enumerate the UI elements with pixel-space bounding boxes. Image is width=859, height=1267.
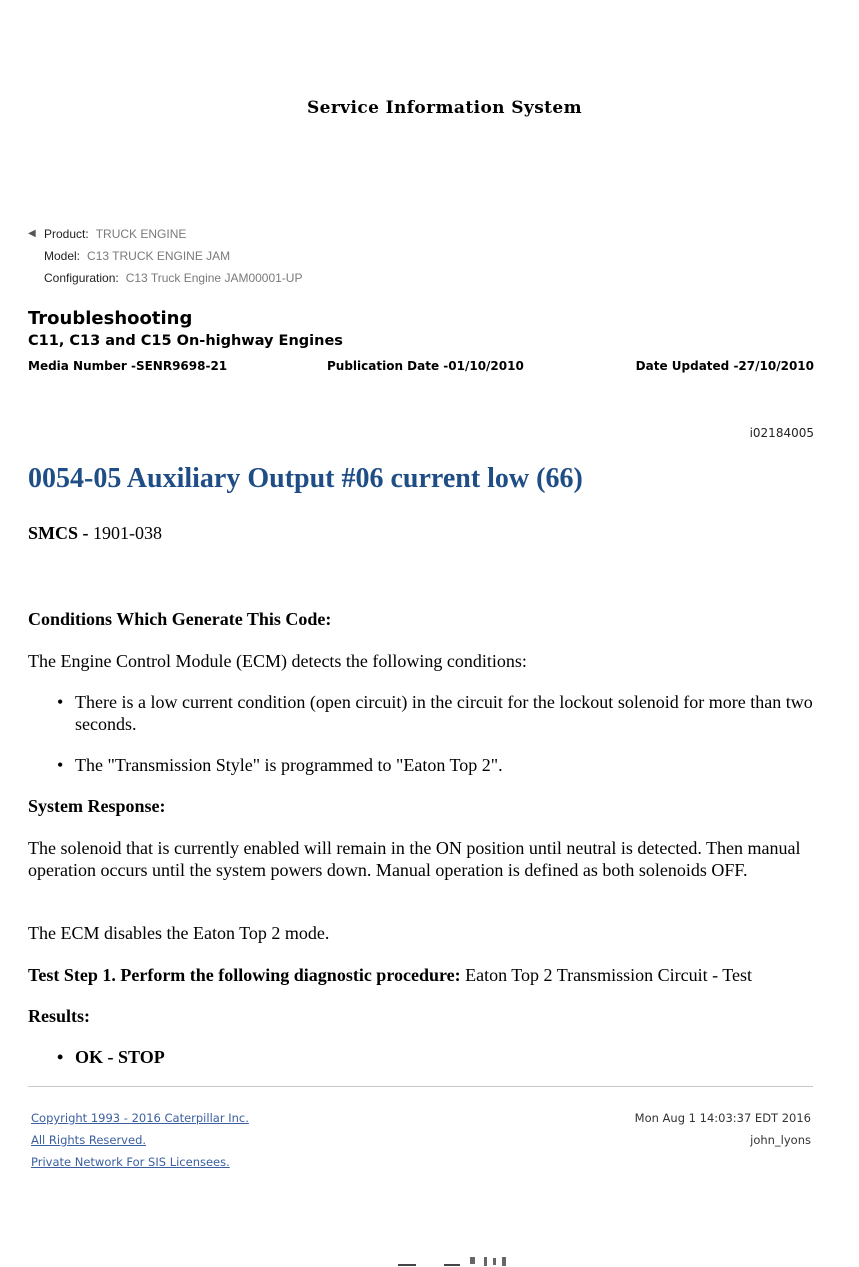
- breadcrumb-product-row: [28, 223, 302, 245]
- scan-artifact-marks: [398, 1253, 518, 1267]
- result-item: [57, 1046, 835, 1068]
- network-link[interactable]: Private Network For SIS Licensees.: [31, 1155, 230, 1169]
- footer-info: [635, 1107, 811, 1151]
- smcs-code: [28, 523, 162, 544]
- footer-links: [31, 1107, 249, 1173]
- condition-item: [57, 754, 835, 776]
- product-label: Product:: [44, 227, 89, 241]
- results-heading: Results:: [28, 1006, 90, 1026]
- product-value: TRUCK ENGINE: [95, 227, 187, 241]
- configuration-value: C13 Truck Engine JAM00001-UP: [125, 271, 303, 285]
- footer-timestamp: Mon Aug 1 14:03:37 EDT 2016: [634, 1111, 811, 1125]
- back-arrow-icon[interactable]: ◀: [28, 228, 36, 239]
- condition-item: [57, 691, 835, 735]
- date-updated: Date Updated -27/10/2010: [635, 359, 814, 373]
- media-number: Media Number -SENR9698-21: [28, 359, 228, 373]
- system-title: Service Information System: [306, 98, 583, 118]
- configuration-label: Configuration:: [44, 271, 119, 285]
- breadcrumb-configuration-row: [28, 267, 302, 289]
- result-text: OK - STOP: [75, 1047, 165, 1067]
- conditions-heading: Conditions Which Generate This Code:: [28, 609, 332, 629]
- conditions-intro: The Engine Control Module (ECM) detects the following conditions:: [28, 651, 527, 671]
- condition-text: The "Transmission Style" is programmed to "Eaton Top 2".: [75, 755, 503, 775]
- article-title: 0054-05 Auxiliary Output #06 current low (66): [28, 463, 583, 494]
- publication-date: Publication Date -01/10/2010: [327, 359, 524, 373]
- smcs-label: SMCS -: [28, 523, 89, 543]
- bullet-icon: •: [57, 1047, 64, 1067]
- model-label: Model:: [44, 249, 81, 263]
- copyright-link[interactable]: Copyright 1993 - 2016 Caterpillar Inc.: [31, 1111, 249, 1125]
- response-paragraph: The ECM disables the Eaton Top 2 mode.: [28, 923, 330, 943]
- bullet-icon: •: [57, 692, 64, 712]
- test-step-label: Test Step 1. Perform the following diagnostic procedure:: [28, 965, 461, 985]
- breadcrumb-model-row: [28, 245, 302, 267]
- document-id: i02184005: [749, 426, 814, 440]
- condition-text: There is a low current condition (open circuit) in the circuit for the lockout solenoid for more than two seconds.: [75, 692, 813, 734]
- response-paragraph: The solenoid that is currently enabled will remain in the ON position until neutral is detected. Then manual operation occurs until the system powers down. Manual operation is defined as both solenoids OFF.: [28, 838, 801, 880]
- model-value: C13 TRUCK ENGINE JAM: [87, 249, 231, 263]
- rights-link[interactable]: All Rights Reserved.: [31, 1133, 147, 1147]
- publication-subheading: C11, C13 and C15 On-highway Engines: [28, 333, 343, 349]
- smcs-value: 1901-038: [93, 523, 163, 543]
- footer-divider: [28, 1086, 813, 1087]
- test-step: [28, 964, 818, 986]
- publication-heading: Troubleshooting: [28, 308, 193, 329]
- footer-user: john_lyons: [750, 1133, 811, 1147]
- test-step-text: Eaton Top 2 Transmission Circuit - Test: [465, 965, 752, 985]
- bullet-icon: •: [57, 755, 64, 775]
- product-breadcrumb: [28, 223, 302, 289]
- response-heading: System Response:: [28, 796, 166, 816]
